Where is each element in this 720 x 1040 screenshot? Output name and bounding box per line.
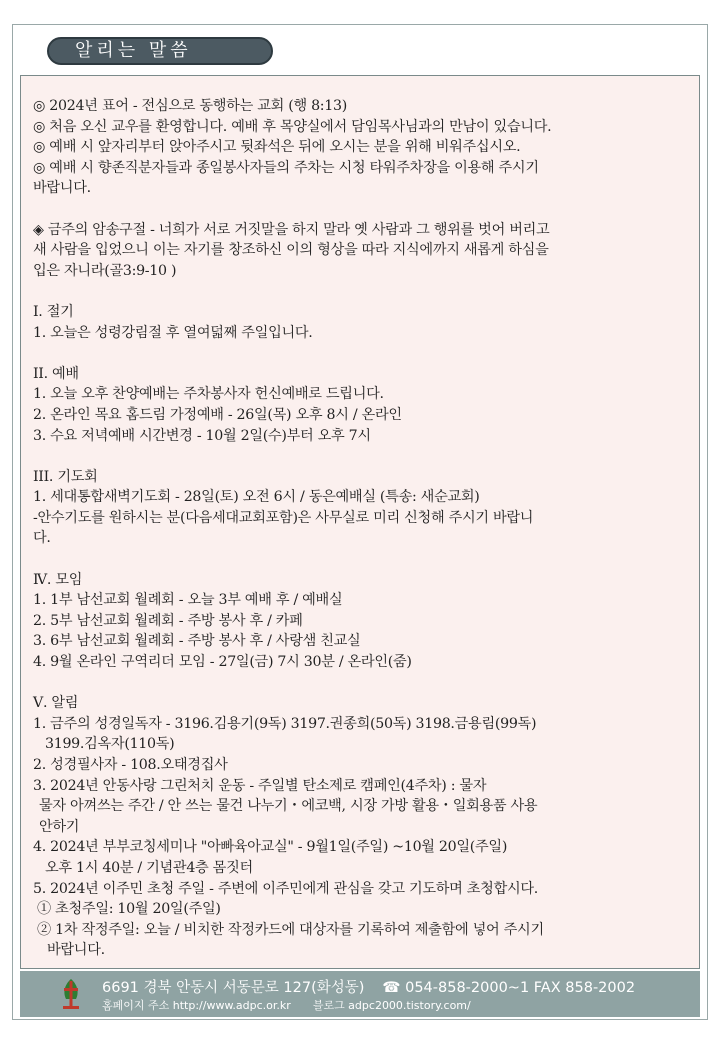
announcement-line: ◎ 2024년 표어 - 전심으로 동행하는 교회 (행 8:13) bbox=[33, 98, 347, 114]
announcement-line: 2. 5부 남선교회 월례회 - 주방 봉사 후 / 카페 bbox=[33, 612, 303, 629]
announcement-line: 1. 세대통합새벽기도회 - 28일(토) 오전 6시 / 동은예배실 (특송: 새순교회) bbox=[33, 489, 480, 506]
page-title: 알리는 말씀 bbox=[47, 37, 273, 65]
announcement-line: 1. 오늘은 성령강림절 후 열여덟째 주일입니다. bbox=[33, 324, 313, 341]
footer-contact bbox=[102, 976, 635, 997]
announcement-line: 2. 성경필사자 - 108.오태경집사 bbox=[33, 757, 228, 773]
announcement-line: I. 절기 bbox=[33, 303, 74, 320]
announcement-line: 바랍니다. bbox=[47, 942, 105, 959]
announcement-line: 바랍니다. bbox=[33, 180, 91, 197]
announcement-line: ◎ 처음 오신 교우를 환영합니다. 예배 후 목양실에서 담임목사님과의 만남이 있습니다. bbox=[33, 118, 552, 135]
blank-line bbox=[33, 549, 693, 570]
announcement-line: 3199.김옥자(110독) bbox=[45, 736, 175, 753]
announcements-list bbox=[33, 96, 693, 961]
announcement-line: 3. 2024년 안동사랑 그린처치 운동 - 주일별 탄소제로 캠페인(4주차) : 물자 bbox=[33, 777, 487, 794]
announcement-line: 다. bbox=[33, 530, 51, 547]
church-logo-icon bbox=[60, 977, 82, 1011]
announcement-line: -안수기도를 원하시는 분(다음세대교회포함)은 사무실로 미리 신청해 주시기 바랍니 bbox=[33, 509, 534, 526]
footer-blog-link[interactable]: 블로그 adpc2000.tistory.com/ bbox=[312, 999, 471, 1012]
announcement-line: 4. 9월 온라인 구역리더 모임 - 27일(금) 7시 30분 / 온라인(줌) bbox=[33, 654, 412, 671]
footer-homepage-link[interactable]: 홈페이지 주소 http://www.adpc.or.kr bbox=[102, 999, 291, 1012]
footer bbox=[20, 971, 700, 1017]
announcement-line: 물자 아껴쓰는 주간 / 안 쓰는 물건 나누기・에코백, 시장 가방 활용・일회용품 사용 bbox=[39, 798, 538, 815]
blank-line bbox=[33, 673, 693, 694]
announcement-line: ◎ 예배 시 앞자리부터 앉아주시고 뒷좌석은 뒤에 오시는 분을 위해 비워주십시오. bbox=[33, 139, 521, 156]
announcement-line: ② 1차 작정주일: 오늘 / 비치한 작정카드에 대상자를 기록하여 제출함에 넣어 주시기 bbox=[37, 921, 544, 938]
announcement-line: Ⅴ. 알림 bbox=[33, 695, 79, 712]
announcement-line: 1. 1부 남선교회 월례회 - 오늘 3부 예배 후 / 예배실 bbox=[33, 592, 343, 609]
announcement-line: ◎ 예배 시 향존직분자들과 종일봉사자들의 주차는 시청 타워주차장을 이용해 주시기 bbox=[33, 159, 539, 176]
announcement-line: ◈ 금주의 암송구절 - 너희가 서로 거짓말을 하지 말라 옛 사람과 그 행위를 벗어 버리고 bbox=[33, 221, 550, 238]
announcement-line: 3. 6부 남선교회 월례회 - 주방 봉사 후 / 사랑샘 친교실 bbox=[33, 633, 361, 650]
blank-line bbox=[33, 199, 693, 220]
blank-line bbox=[33, 446, 693, 467]
announcement-line: 4. 2024년 부부코칭세미나 "아빠육아교실" - 9월1일(주일) ~10월 20일(주일) bbox=[33, 839, 508, 856]
blank-line bbox=[33, 281, 693, 302]
bulletin-page bbox=[12, 24, 708, 1020]
footer-web bbox=[102, 997, 471, 1013]
announcement-line: III. 기도회 bbox=[33, 468, 98, 485]
announcement-line: 1. 금주의 성경일독자 - 3196.김용기(9독) 3197.권종희(50독) 3198.금용림(99독) bbox=[33, 715, 537, 732]
announcement-line: 1. 오늘 오후 찬양예배는 주차봉사자 헌신예배로 드립니다. bbox=[33, 386, 384, 403]
blank-line bbox=[33, 343, 693, 364]
announcement-line: 오후 1시 40분 / 기념관4층 몸짓터 bbox=[45, 859, 253, 876]
footer-phone: ☎ 054-858-2000~1 FAX 858-2002 bbox=[382, 980, 636, 996]
announcement-line: ① 초청주일: 10월 20일(주일) bbox=[37, 901, 221, 918]
announcement-line: 안하기 bbox=[39, 818, 80, 835]
announcement-line: 3. 수요 저녁예배 시간변경 - 10월 2일(수)부터 오후 7시 bbox=[33, 427, 371, 444]
announcement-line: 2. 온라인 목요 홈드림 가정예배 - 26일(목) 오후 8시 / 온라인 bbox=[33, 406, 402, 423]
announcement-line: II. 예배 bbox=[33, 365, 79, 382]
announcement-line: 입은 자니라(골3:9-10 ) bbox=[33, 262, 177, 279]
announcement-line: 새 사람을 입었으니 이는 자기를 창조하신 이의 형상을 따라 지식에까지 새롭게 하심을 bbox=[33, 242, 549, 259]
announcement-line: Ⅳ. 모임 bbox=[33, 571, 83, 588]
announcement-line: 5. 2024년 이주민 초청 주일 - 주변에 이주민에게 관심을 갖고 기도하며 초청합시다. bbox=[33, 880, 539, 897]
footer-address: 6691 경북 안동시 서동문로 127(화성동) bbox=[102, 980, 365, 996]
announcements-box bbox=[20, 75, 700, 969]
